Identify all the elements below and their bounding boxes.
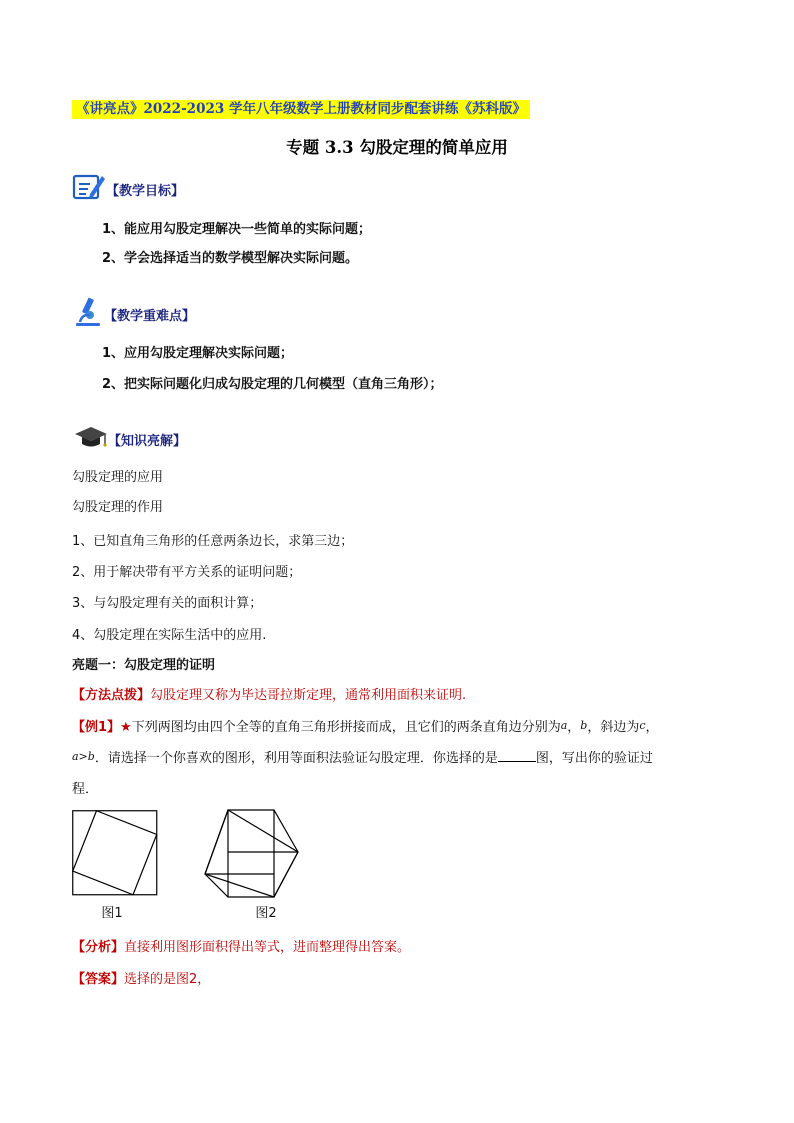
goal-item-2: 2、学会选择适当的数学模型解决实际问题。 [102, 251, 359, 266]
goals-heading: 【教学目标】 [106, 184, 185, 199]
analysis-text: 直接利用图形面积得出等式，进而整理得出答案。 [124, 940, 411, 955]
example-text-2: ，斜边为 [587, 720, 640, 735]
graduation-cap-icon [74, 424, 108, 450]
knowledge-heading: 【知识亮解】 [108, 434, 187, 449]
note-pencil-icon [72, 172, 106, 202]
example-text-1: 下列两图均由四个全等的直角三角形拼接而成，且它们的两条直角边分别为 [131, 720, 561, 735]
answer-label: 【答案】 [72, 972, 125, 987]
answer-blank[interactable] [498, 749, 536, 762]
knowledge-line-2: 勾股定理的作用 [72, 500, 164, 515]
knowledge-item-3: 3、与勾股定理有关的面积计算； [72, 596, 263, 611]
example-end: ， [645, 720, 659, 735]
answer-line [72, 968, 210, 987]
example-line-1 [72, 716, 659, 735]
analysis-line [72, 936, 410, 955]
method-line [72, 684, 466, 703]
knowledge-item-4: 4、勾股定理在实际生活中的应用. [72, 628, 267, 643]
key-point-item-2: 2、把实际问题化归成勾股定理的几何模型（直角三角形）； [102, 377, 443, 392]
answer-text: 选择的是图2， [124, 972, 211, 987]
figure-2 [202, 808, 302, 900]
example-label: 【例1】 [72, 720, 121, 735]
example-sep: ， [567, 720, 581, 735]
var-b: b [580, 719, 588, 732]
figure-1-caption: 图1 [101, 906, 123, 921]
topic-heading: 亮题一：勾股定理的证明 [72, 658, 216, 673]
example-line-2 [72, 747, 653, 766]
key-points-heading: 【教学重难点】 [104, 309, 196, 324]
method-text: 勾股定理又称为毕达哥拉斯定理，通常利用面积来证明. [150, 688, 467, 703]
figure-2-caption: 图2 [255, 906, 277, 921]
analysis-label: 【分析】 [72, 940, 125, 955]
knowledge-item-2: 2、用于解决带有平方关系的证明问题； [72, 565, 302, 580]
var-a: a [560, 719, 568, 732]
example-text-3: ．请选择一个你喜欢的图形，利用等面积法验证勾股定理．你选择的是 [94, 751, 498, 766]
figure-1 [72, 810, 158, 896]
key-point-item-1: 1、应用勾股定理解决实际问题； [102, 346, 294, 361]
example-text-4: 图，写出你的验证过 [535, 751, 653, 766]
knowledge-item-1: 1、已知直角三角形的任意两条边长，求第三边； [72, 534, 354, 549]
series-banner: 《讲亮点》2022-2023 学年八年级数学上册教材同步配套讲练《苏科版》 [72, 100, 530, 119]
knowledge-line-1: 勾股定理的应用 [72, 470, 164, 485]
page-title: 专题 3.3 勾股定理的简单应用 [286, 138, 508, 157]
condition: a>b [72, 750, 95, 763]
goal-item-1: 1、能应用勾股定理解决一些简单的实际问题； [102, 222, 372, 237]
method-label: 【方法点拨】 [72, 688, 151, 703]
var-c: c [639, 719, 646, 732]
star-icon: ★ [120, 720, 132, 735]
example-line-3: 程． [72, 782, 99, 797]
microscope-icon [72, 296, 104, 328]
